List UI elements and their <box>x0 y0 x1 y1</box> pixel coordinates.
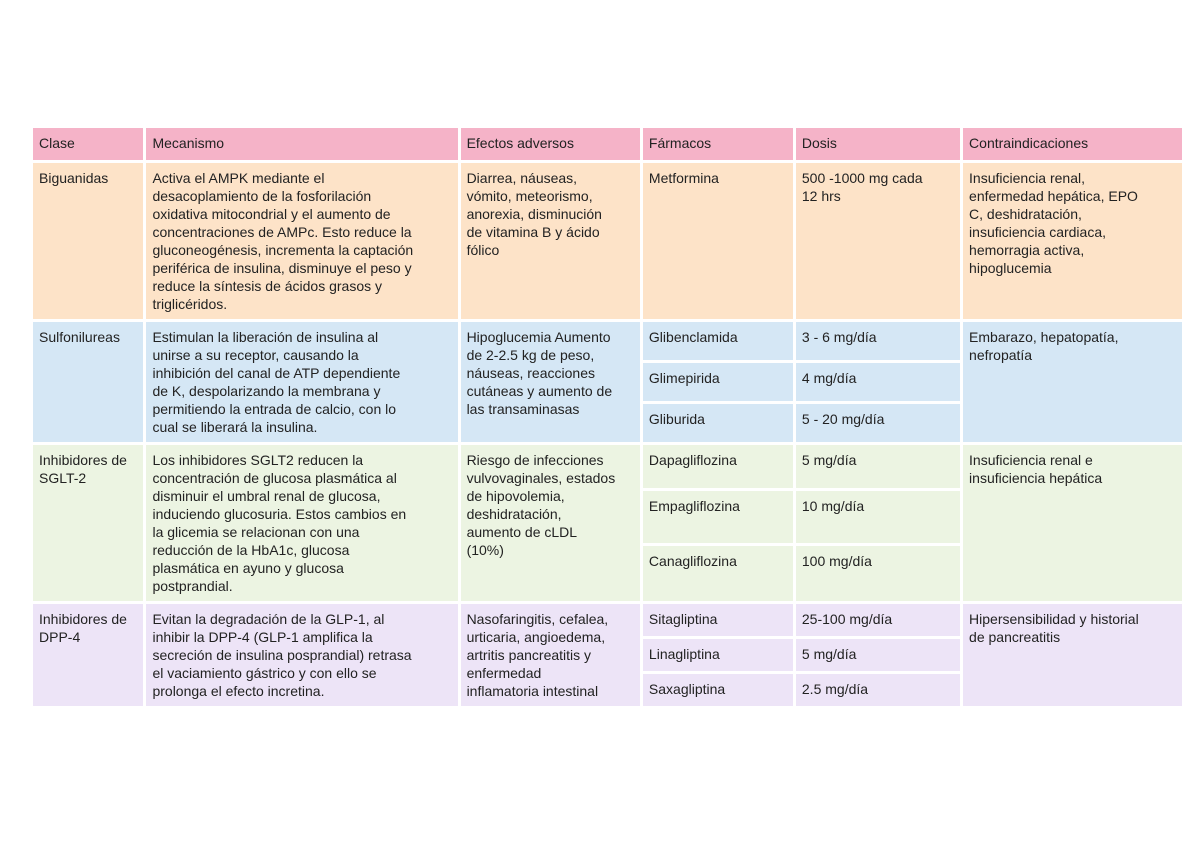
dosis-cell: 500 -1000 mg cada 12 hrs <box>796 163 960 319</box>
clase-cell: Inhibidores de DPP-4 <box>33 604 143 706</box>
farmaco-cell: Sitagliptina <box>643 604 793 636</box>
farmaco-cell: Empagliflozina <box>643 491 793 543</box>
clase-cell: Biguanidas <box>33 163 143 319</box>
diabetes-drug-table <box>30 125 1185 709</box>
header-contraindicaciones: Contraindicaciones <box>963 128 1182 160</box>
contraindicaciones-cell: Insuficiencia renal e insuficiencia hepática <box>963 445 1182 601</box>
farmaco-cell: Saxagliptina <box>643 674 793 706</box>
table-row <box>33 322 1182 360</box>
efectos-cell: Nasofaringitis, cefalea, urticaria, angioedema, artritis pancreatitis y enfermedad inflamatoria intestinal <box>461 604 640 706</box>
contraindicaciones-cell: Insuficiencia renal, enfermedad hepática, EPO C, deshidratación, insuficiencia cardiaca, hemorragia activa, hipoglucemia <box>963 163 1182 319</box>
farmaco-cell: Metformina <box>643 163 793 319</box>
mecanismo-cell: Activa el AMPK mediante el desacoplamiento de la fosforilación oxidativa mitocondrial y el aumento de concentraciones de AMPc. Esto reduce la gluconeogénesis, incrementa la captación periférica de insulina, disminuye el peso y reduce la síntesis de ácidos grasos y triglicéridos. <box>146 163 457 319</box>
farmaco-cell: Glibenclamida <box>643 322 793 360</box>
dosis-cell: 100 mg/día <box>796 546 960 601</box>
mecanismo-cell: Estimulan la liberación de insulina al unirse a su receptor, causando la inhibición del canal de ATP dependiente de K, despolarizando la membrana y permitiendo la entrada de calcio, con lo cual se liberará la insulina. <box>146 322 457 442</box>
farmaco-cell: Linagliptina <box>643 639 793 671</box>
dosis-cell: 25-100 mg/día <box>796 604 960 636</box>
header-mecanismo: Mecanismo <box>146 128 457 160</box>
farmaco-cell: Glimepirida <box>643 363 793 401</box>
header-row <box>33 128 1182 160</box>
farmaco-cell: Dapagliflozina <box>643 445 793 488</box>
dosis-cell: 4 mg/día <box>796 363 960 401</box>
dosis-cell: 3 - 6 mg/día <box>796 322 960 360</box>
header-clase: Clase <box>33 128 143 160</box>
clase-cell: Inhibidores de SGLT-2 <box>33 445 143 601</box>
efectos-cell: Hipoglucemia Aumento de 2-2.5 kg de peso, náuseas, reacciones cutáneas y aumento de las transaminasas <box>461 322 640 442</box>
table-row <box>33 163 1182 319</box>
dosis-cell: 5 mg/día <box>796 639 960 671</box>
header-farmacos: Fármacos <box>643 128 793 160</box>
table-row <box>33 604 1182 636</box>
efectos-cell: Riesgo de infecciones vulvovaginales, estados de hipovolemia, deshidratación, aumento de cLDL (10%) <box>461 445 640 601</box>
dosis-cell: 5 - 20 mg/día <box>796 404 960 442</box>
efectos-cell: Diarrea, náuseas, vómito, meteorismo, anorexia, disminución de vitamina B y ácido fólico <box>461 163 640 319</box>
mecanismo-cell: Evitan la degradación de la GLP-1, al inhibir la DPP-4 (GLP-1 amplifica la secreción de insulina posprandial) retrasa el vaciamiento gástrico y con ello se prolonga el efecto incretina. <box>146 604 457 706</box>
header-dosis: Dosis <box>796 128 960 160</box>
contraindicaciones-cell: Hipersensibilidad y historial de pancreatitis <box>963 604 1182 706</box>
dosis-cell: 10 mg/día <box>796 491 960 543</box>
farmaco-cell: Gliburida <box>643 404 793 442</box>
farmaco-cell: Canagliflozina <box>643 546 793 601</box>
dosis-cell: 5 mg/día <box>796 445 960 488</box>
header-efectos-adversos: Efectos adversos <box>461 128 640 160</box>
mecanismo-cell: Los inhibidores SGLT2 reducen la concentración de glucosa plasmática al disminuir el umbral renal de glucosa, induciendo glucosuria. Estos cambios en la glicemia se relacionan con una reducción de la HbA1c, glucosa plasmática en ayuno y glucosa postprandial. <box>146 445 457 601</box>
dosis-cell: 2.5 mg/día <box>796 674 960 706</box>
table-row <box>33 445 1182 488</box>
contraindicaciones-cell: Embarazo, hepatopatía, nefropatía <box>963 322 1182 442</box>
clase-cell: Sulfonilureas <box>33 322 143 442</box>
